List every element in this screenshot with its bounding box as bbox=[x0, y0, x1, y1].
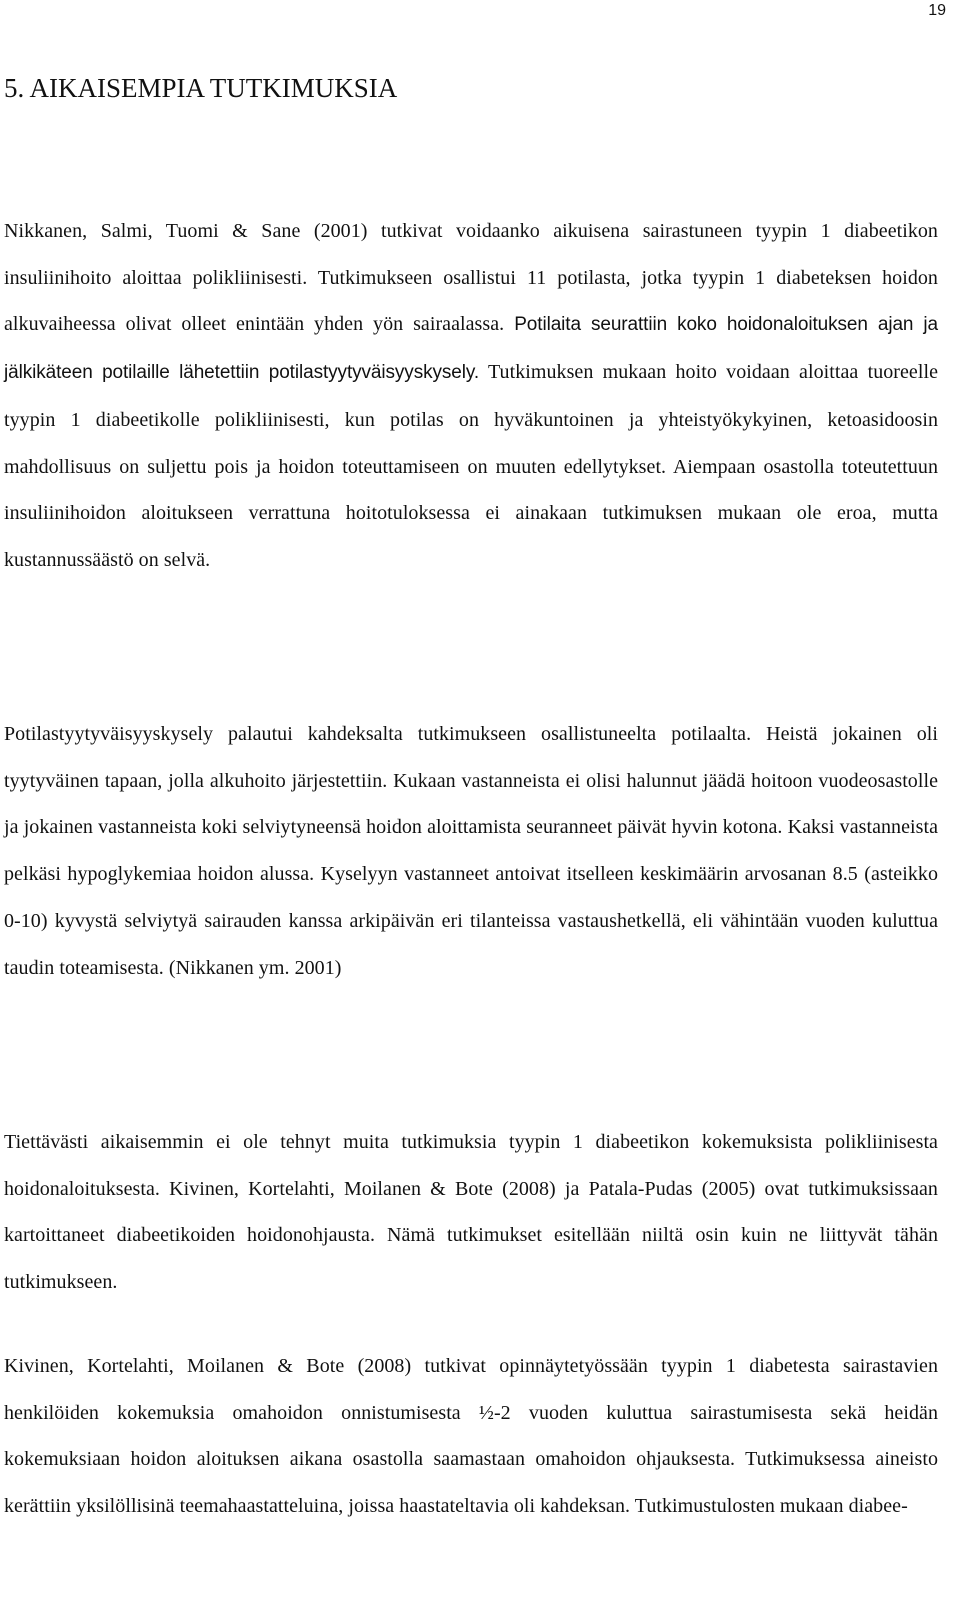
paragraph-text-part: Potilaita seurattiin koko hoidonaloituksen ajan ja jälkikäteen potilaille lähetettiin potilastyytyväisyyskysely. bbox=[4, 314, 938, 384]
paragraph-text-part: Tutkimuksen mukaan hoito voidaan aloittaa tuoreelle tyypin 1 diabeetikolle polikliinisesti, kun potilas on hyväkuntoinen ja yhteistyökykyinen, ketoasidoosin mahdollisuus on suljettu pois ja hoidon toteuttamiseen on muuten edellytykset. Aiempaan osastolla toteutettuun insuliinihoidon aloitukseen verrattuna hoitotuloksessa ei ainakaan tutkimuksen mukaan ole eroa, mutta kustannussäästö on selvä. bbox=[4, 361, 938, 571]
paragraph-text-part: Nikkanen, Salmi, Tuomi & Sane (2001) tutkivat voidaanko aikuisena sairastuneen tyypin 1 diabeetikon insuliinihoito aloittaa polikliinisesti. Tutkimukseen osallistui 11 potilasta, jotka tyypin 1 diabeteksen hoidon alkuvaiheessa olivat olleet enintään yhden yön sairaalassa. bbox=[4, 220, 938, 336]
page-number: 19 bbox=[928, 2, 946, 19]
paragraph-nikkanen-study bbox=[4, 208, 938, 584]
section-heading: 5. AIKAISEMPIA TUTKIMUKSIA bbox=[4, 73, 398, 103]
paragraph-kivinen-study: Kivinen, Kortelahti, Moilanen & Bote (2008) tutkivat opinnäytetyössään tyypin 1 diabetesta sairastavien henkilöiden kokemuksia omahoidon onnistumisesta ½-2 vuoden kuluttua sairastumisesta sekä heidän kokemuksiaan hoidon aloituksen aikana osastolla saamastaan omahoidon ohjauksesta. Tutkimuksessa aineisto kerättiin yksilöllisinä teemahaastatteluina, joissa haastateltavia oli kahdeksan. Tutkimustulosten mukaan diabee- bbox=[4, 1355, 938, 1518]
paragraph-prior-research: Tiettävästi aikaisemmin ei ole tehnyt muita tutkimuksia tyypin 1 diabeetikon kokemuksista polikliinisesta hoidonaloituksesta. Kivinen, Kortelahti, Moilanen & Bote (2008) ja Patala-Pudas (2005) ovat tutkimuksissaan kartoittaneet diabeetikoiden hoidonohjausta. Nämä tutkimukset esitellään niiltä osin kuin ne liittyvät tähän tutkimukseen. bbox=[4, 1131, 938, 1294]
paragraph-survey-results: Potilastyytyväisyyskysely palautui kahdeksalta tutkimukseen osallistuneelta potilaalta. Heistä jokainen oli tyytyväinen tapaan, jolla alkuhoito järjestettiin. Kukaan vastanneista ei olisi halunnut jäädä hoitoon vuodeosastolle ja jokainen vastanneista koki selviytyneensä hoidon aloittamista seuranneet päivät hyvin kotona. Kaksi vastanneista pelkäsi hypoglykemiaa hoidon alussa. Kyselyyn vastanneet antoivat itselleen keskimäärin arvosanan 8.5 (asteikko 0-10) kyvystä selviytyä sairauden kanssa arkipäivän eri tilanteissa vastaushetkellä, eli vähintään vuoden kuluttua taudin toteamisesta. (Nikkanen ym. 2001) bbox=[4, 723, 938, 979]
